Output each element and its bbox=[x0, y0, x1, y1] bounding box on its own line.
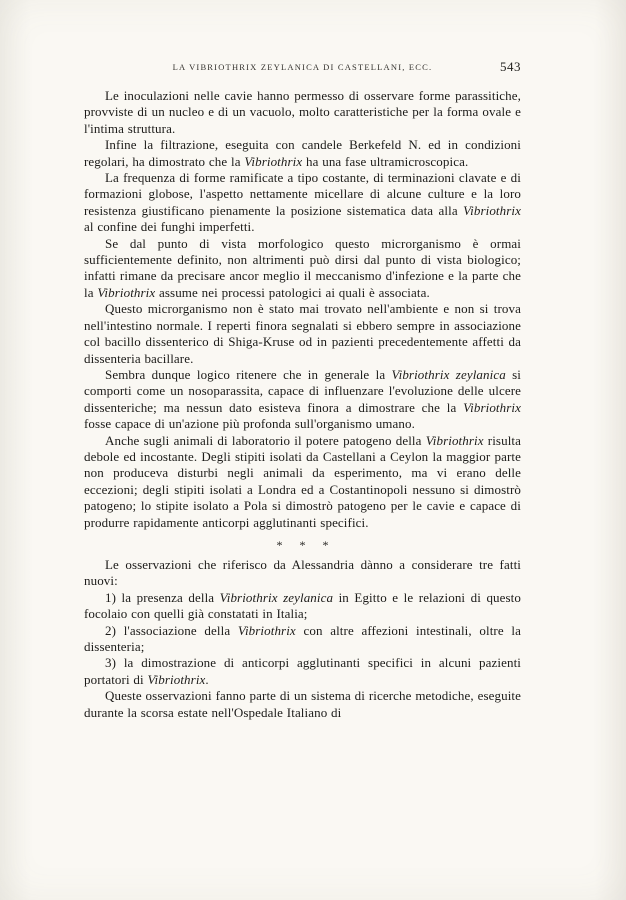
text-run: si comporti come un nosoparassita, capace di influenzare l'evoluzione delle ulcere dissenteriche; ma nessun dato esisteva finora a dimostrare che la bbox=[84, 366, 522, 415]
paragraph bbox=[84, 88, 521, 137]
text-run: Anche sugli animali di laboratorio il potere patogeno della bbox=[105, 432, 426, 448]
text-block bbox=[84, 88, 521, 721]
paragraph bbox=[84, 301, 521, 367]
text-run: . bbox=[205, 671, 209, 687]
italic-term: Vibriothrix bbox=[425, 432, 484, 448]
italic-term: Vibriothrix bbox=[244, 153, 303, 169]
text-run: ha una fase ultramicroscopica. bbox=[302, 153, 469, 169]
text-run: al confine dei funghi imperfetti. bbox=[84, 219, 255, 235]
italic-term: Vibriothrix bbox=[463, 202, 521, 218]
text-run: Le osservazioni che riferisco da Alessandria dànno a considerare tre fatti nuovi: bbox=[84, 556, 521, 589]
running-header bbox=[84, 59, 521, 74]
text-run: Infine la filtrazione, eseguita con candele Berkefeld N. ed in condizioni regolari, ha dimostrato che la bbox=[84, 137, 521, 169]
italic-term: Vibriothrix bbox=[237, 622, 296, 638]
text-run: 2) l'associazione della bbox=[105, 622, 238, 638]
paragraph bbox=[84, 367, 521, 433]
paragraph bbox=[84, 433, 521, 531]
text-run: assume nei processi patologici ai quali è associata. bbox=[155, 284, 430, 300]
text-run: La frequenza di forme ramificate a tipo costante, di terminazioni clavate e di formazioni globose, l'aspetto nettamente micellare di alcune culture e la loro resistenza giustificano pienamente la posizione sistematica data alla bbox=[84, 170, 521, 218]
paragraph bbox=[84, 557, 521, 590]
paragraph bbox=[84, 236, 521, 302]
paragraph bbox=[84, 623, 521, 656]
text-run: Sembra dunque logico ritenere che in generale la bbox=[105, 366, 392, 382]
text-run: Queste osservazioni fanno parte di un sistema di ricerche metodiche, eseguite durante la scorsa estate nell'Ospedale Italiano di bbox=[84, 688, 521, 720]
italic-term: Vibriothrix zeylanica bbox=[219, 589, 334, 605]
text-run: risulta debole ed incostante. Degli stipiti isolati da Castellani a Ceylon la maggior parte non produceva disturbi negli animali da esperimento, ma vi erano delle eccezioni; degli stipiti isolati a Londra ed a Costantinopoli nessuno si dimostrò patogeno; lo stipite isolato a Pola si dimostrò patogeno per le cavie e capace di produrre rapidamente anticorpi agglutinanti specifici. bbox=[84, 432, 521, 530]
running-title: LA VIBRIOTHRIX ZEYLANICA DI CASTELLANI, ECC. bbox=[172, 62, 433, 72]
paragraph bbox=[84, 170, 521, 236]
text-run: fosse capace di un'azione più profonda sull'organismo umano. bbox=[84, 416, 415, 432]
page-number: 543 bbox=[500, 59, 521, 74]
text-run: con altre affezioni intestinali, oltre la dissenteria; bbox=[84, 622, 521, 654]
text-run: Le inoculazioni nelle cavie hanno permesso di osservare forme parassitiche, provviste di un nucleo e di un vacuolo, molto caratteristiche per la forma ovale e l'intima struttura. bbox=[84, 88, 521, 136]
section-separator: * * * bbox=[276, 537, 336, 552]
paragraph bbox=[84, 655, 521, 688]
paragraph bbox=[84, 137, 521, 170]
text-run: Questo microrganismo non è stato mai trovato nell'ambiente e non si trova nell'intestino normale. I reperti finora segnalati si ebbero sempre in associazione col bacillo dissenterico di Shiga-Kruse od in pazienti precedentemente affetti da dissenteria bacillare. bbox=[84, 301, 521, 366]
italic-term: Vibriothrix zeylanica bbox=[391, 366, 506, 382]
text-run: 1) la presenza della bbox=[105, 589, 220, 605]
text-run: in Egitto e le relazioni di questo focolaio con quelli già constatati in Italia; bbox=[84, 589, 521, 622]
italic-term: Vibriothrix bbox=[147, 671, 206, 687]
italic-term: Vibriothrix bbox=[97, 284, 156, 300]
paragraph bbox=[84, 688, 521, 721]
italic-term: Vibriothrix bbox=[463, 399, 521, 415]
text-run: Se dal punto di vista morfologico questo microrganismo è ormai sufficientemente definito, non altrimenti può dirsi dal punto di vista biologico; infatti rimane da precisare ancor meglio il meccanismo d'infezione e la parte che la bbox=[84, 235, 521, 300]
paragraph bbox=[84, 590, 521, 623]
text-run: 3) la dimostrazione di anticorpi agglutinanti specifici in alcuni pazienti portatori di bbox=[84, 655, 521, 687]
